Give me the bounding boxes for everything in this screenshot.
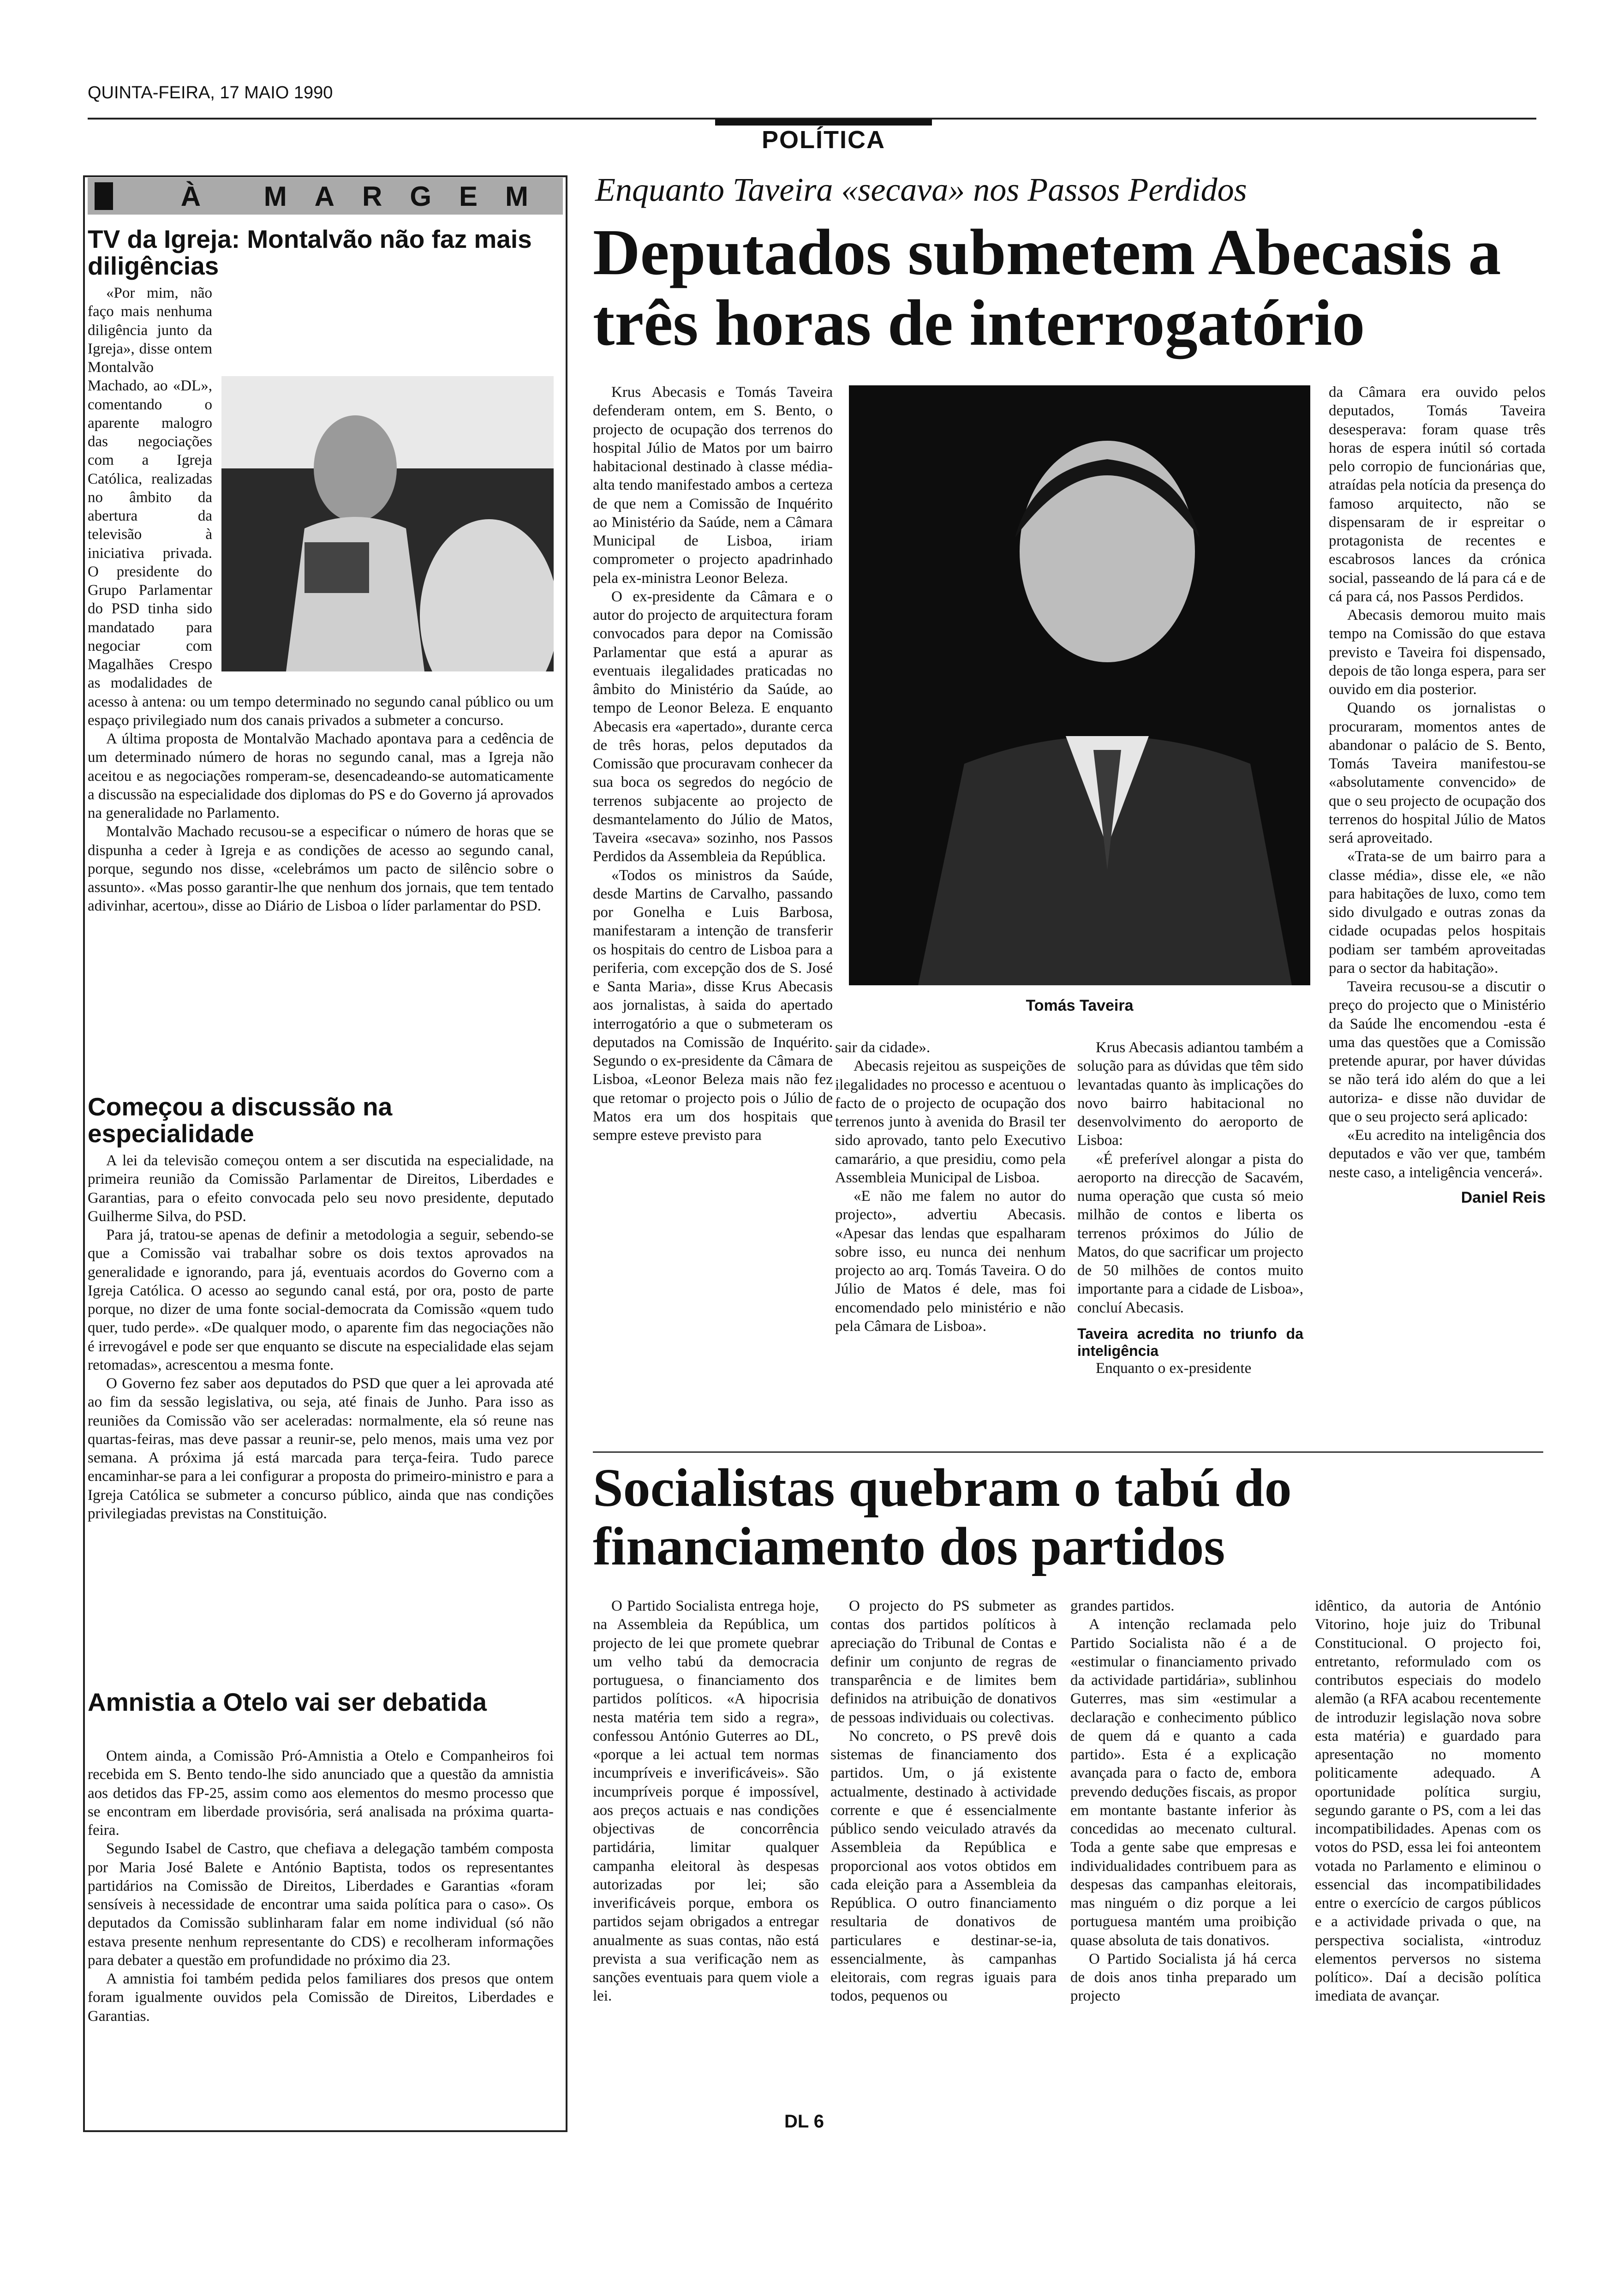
section-label: POLÍTICA xyxy=(715,119,932,169)
second-col4: idêntico, da autoria de António Vitorino, hoje juiz do Tribunal Constitucional. O projecto foi, entretanto, reformulado com os contributos especiais do modelo alemão (a RFA acabou recentemente de introduzir legislação nova sobre esta matéria) e guardado para apresentação no momento politicamente adequado. A oportunidade política surgiu, segundo garante o PS, com a lei das incompatibilidades. Apenas com os votos do PSD, essa lei foi anteontem votada no Parlamento e eliminou o essencial das incompatibilidades entre o exercício de cargos públicos e a actividade privada o que, na perspectiva socialista, «introduz elementos perversos no sistema político». Daí a decisão política imediata de avançar. xyxy=(1315,1598,1541,2005)
photo-graphic xyxy=(849,385,1310,985)
story1-headline: TV da Igreja: Montalvão não faz mais diligências xyxy=(88,225,532,280)
second-col2: O projecto do PS submeter as contas dos partidos políticos à apreciação do Tribunal de Contas e definir um conjunto de regras de transparência e de limites bem definidos na atribuição de donativos de pessoas individuais ou colectivas. No concreto, o PS prevê dois sistemas de financiamento dos partidos. Um, o já existente actualmente, destinado à actividade corrente e que é essencialmente público sendo veiculado através da Assembleia da República e proporcional aos votos obtidos em cada eleição para a Assembleia da República. O outro financiamento resultaria de donativos de particulares e destinar-se-ia, essencialmente, às campanhas eleitorais, com regras iguais para todos, pequenos ou xyxy=(830,1598,1057,2005)
margin-block-icon xyxy=(95,182,113,210)
montalvao-photo xyxy=(221,376,554,671)
byline: Daniel Reis xyxy=(1461,1188,1546,1206)
col3-subhead: Taveira acredita no triunfo da inteligência xyxy=(1077,1325,1303,1359)
main-col2: sair da cidade». Abecasis rejeitou as suspeições de ilegalidades no processo e acentuou o facto de o projecto de ocupação dos terrenos junto à avenida do Brasil ter sido aprovado, tanto pelo Executivo camarário, a que presidiu, como pela Assembleia Municipal de Lisboa. «E não me falem no autor do projecto», advertiu Abecasis. «Apesar das lendas que espalharam sobre isso, eu nunca dei nenhum projecto ao arq. Tomás Taveira. O do Júlio de Matos é dele, mas foi encomendado pelo ministério e não pela Câmara de Lisboa». xyxy=(835,1039,1066,1335)
second-col1: O Partido Socialista entrega hoje, na Assembleia da República, um projecto de lei que promete quebrar um velho tabú da democracia portuguesa, o financiamento dos partidos políticos. «A hipocrisia nesta matéria tem sido a regra», confessou António Guterres ao DL, «porque a lei actual tem normas incumpríveis e inverificáveis». São incumpríveis porque é impossível, aos preços actuais e nas condições objectivas de concorrência partidária, limitar qualquer campanha eleitoral às despesas autorizadas por lei; são inverificáveis porque, embora os partidos sejam obrigados a entregar anualmente as suas contas, não está prevista a sua verificação nem as sanções eventuais para quem viole a lei. xyxy=(593,1598,819,2005)
main-headline: Deputados submetem Abecasis a três horas de interrogatório xyxy=(593,216,1501,360)
page-folio: DL 6 xyxy=(784,2111,824,2132)
story3-body: Ontem ainda, a Comissão Pró-Amnistia a Otelo e Companheiros foi recebida em S. Bento tendo-lhe sido anunciado que a questão da amnistia aos detidos das FP-25, assim como aos elementos do mesmo processo que se encontram em liberdade provisória, será analisada na próxima quarta-feira. Segundo Isabel de Castro, que chefiava a delegação também composta por Maria José Balete e António Baptista, todos os representantes partidários na Comissão de Direitos, Liberdades e Garantias «foram sensíveis à necessidade de encontrar uma saida política para o caso». Os deputados da Comissão sublinharam falar em nome individual (só não estava presente nenhum representante do CDS) e recolheram informações para debater a questão em profundidade no próximo dia 23. A amnistia foi também pedida pelos familiares dos presos que ontem foram igualmente ouvidos pela Comissão de Direitos, Liberdades e Garantias. xyxy=(88,1748,554,2025)
story2-body: A lei da televisão começou ontem a ser discutida na especialidade, na primeira reunião da Comissão Parlamentar de Direitos, Liberdades e Garantias, para o efeito convocada pelo seu novo presidente, deputado Guilherme Silva, do PSD. Para já, tratou-se apenas de definir a metodologia a seguir, sebendo-se que a Comissão vai trabalhar sobre os dois textos aprovados na generalidade e ignorando, para já, eventuais acordos do Governo com a Igreja Católica. O acesso ao segundo canal está, por ora, posto de parte porque, no dizer de uma fonte social-democrata da Comissão «quem tudo quer, tudo perde». «De qualquer modo, o aparente fim das negociações não é irrevogável e pode ser que enquanto se discute na especialidade elas sejam retomadas», acrescentou a mesma fonte. O Governo fez saber aos deputados do PSD que quer a lei aprovada até ao fim da sessão legislativa, ou seja, até finais de Junho. Para isso as reuniões da Comissão vão ser aceleradas: normalmente, ela só reune nas quartas-feiras, mas deve passar a reunir-se, pelo menos, mais uma vez por semana. A próxima já está marcada para terça-feira. Tudo parece encaminhar-se para a lei configurar a proposta do primeiro-ministro e para a Igreja Católica se submeter a concurso público, ainda que nas condições privilegiadas previstas na Constituição. xyxy=(88,1152,554,1522)
photo-caption: Tomás Taveira xyxy=(1026,997,1134,1014)
story2-headline: Começou a discussão na especialidade xyxy=(88,1092,393,1148)
main-col4: da Câmara era ouvido pelos deputados, Tomás Taveira desesperava: foram quase três horas de espera inútil só cortada pelo corropio de funcionárias que, atraídas pela notícia da presença do famoso arquitecto, não se dispensaram de ir espreitar o protagonista de recentes e escabrosos lances da crónica social, passeando de lá para cá e de cá para cá, nos Passos Perdidos. Abecasis demorou muito mais tempo na Comissão do que estava previsto e Taveira foi dispensado, depois de tão longa espera, para ser ouvido em dia posterior. Quando os jornalistas o procuraram, momentos antes de abandonar o palácio de S. Bento, Tomás Taveira manifestou-se «absolutamente convencido» de que o seu projecto de ocupação dos terrenos do hospital Júlio de Matos será aproveitado. «Trata-se de um bairro para a classe média», disse ele, «e não para habitações de luxo, como tem sido divulgado e outras zonas da cidade ocupadas pelos hospitais podiam ser também aproveitadas para o sector da habitação». Taveira recusou-se a discutir o preço do projecto que o Ministério da Saúde lhe encomendou -esta é uma das questões que a Comissão pretende apurar, por haver dúvidas se não terá ido além do que a lei autoriza- e disse não duvidar de que o seu projecto será aplicado: «Eu acredito na inteligência dos deputados e vão ver que, também neste caso, a inteligência vencerá». Daniel Reis xyxy=(1329,383,1546,1207)
story-divider xyxy=(593,1451,1543,1453)
main-col3: Krus Abecasis adiantou também a solução para as dúvidas que têm sido levantadas quanto às implicações do novo bairro habitacional no desenvolvimento do aeroporto de Lisboa: «É preferível alongar a pista do aeroporto na direcção de Sacavém, numa operação que custa só meio milhão de contos e liberta os terrenos próximos do Júlio de Matos, do que sacrificar um projecto de 50 milhões de contos muito importante para a cidade de Lisboa», concluí Abecasis. Taveira acredita no triunfo da inteligência Enquanto o ex-presidente xyxy=(1077,1039,1303,1377)
story1-body: «Por mim, não faço mais nenhuma diligência junto da Igreja», disse ontem Montalvão Machado, ao «DL», comentando o aparente malogro das negociações com a Igreja Católica, realizadas no âmbito da abertura da televisão à iniciativa privada. O presidente do Grupo Parlamentar do PSD tinha sido mandatado para negociar com Magalhães Crespo as modalidades de acesso à antena: ou um tempo determinado no segundo canal público ou um espaço privilegiado num dos canais privados a submeter a concurso. A última proposta de Montalvão Machado apontava para a cedência de um determinado número de horas no segundo canal, mas a Igreja não aceitou e as negociações romperam-se, desencadeando-se automaticamente a discussão na especialidade dos diplomas do PS e do Governo já aprovados na generalidade no Parlamento. Montalvão Machado recusou-se a especificar o número de horas que se dispunha a ceder à Igreja e as condições de acesso ao segundo canal, porque, segundo nos disse, «celebrámos um pacto de silêncio sobre o assunto». «Mas posso garantir-lhe que nenhum dos jornais, que tem tentado adivinhar, acertou», disse ao Diário de Lisboa o líder parlamentar do PSD. xyxy=(88,284,554,916)
photo-graphic xyxy=(221,376,554,671)
main-kicker: Enquanto Taveira «secava» nos Passos Perdidos xyxy=(595,171,1247,208)
story3-headline: Amnistia a Otelo vai ser debatida xyxy=(88,1688,487,1716)
main-col1: Krus Abecasis e Tomás Taveira defenderam ontem, em S. Bento, o projecto de ocupação dos terrenos do hospital Júlio de Matos por um bairro habitacional destinado à classe média-alta tendo manifestado ambos a certeza de que nem a Comissão de Inquérito ao Ministério da Saúde, nem a Câmara Municipal de Lisboa, iriam comprometer o projecto apadrinhado pela ex-ministra Leonor Beleza. O ex-presidente da Câmara e o autor do projecto de arquitectura foram convocados para depor na Comissão Parlamentar que está a apurar as eventuais ilegalidades praticadas no âmbito do Ministério da Saúde, ao tempo de Leonor Beleza. E enquanto Abecasis era «apertado», durante cerca de três horas, pelos deputados da Comissão que procuravam conhecer da sua boca os segredos do negócio de terrenos subjacente ao projecto de desmantelamento do Júlio de Matos, Taveira «secava» sozinho, nos Passos Perdidos da Assembleia da República. «Todos os ministros da Saúde, desde Martins de Carvalho, passando por Gonelha e Luis Barbosa, manifestaram a intenção de transferir os hospitais do centro de Lisboa para a periferia, com excepção dos de S. José e Santa Maria», disse Krus Abecasis aos jornalistas, à saida do apertado interrogatório a que o submeteram os deputados na Comissão de Inquérito. Segundo o ex-presidente da Câmara de Lisboa, «Leonor Beleza mais não fez que retomar o projecto pois o Júlio de Matos era um dos hospitais que sempre esteve previsto para xyxy=(593,384,833,1144)
taveira-photo xyxy=(849,385,1310,985)
second-col3: grandes partidos. A intenção reclamada pelo Partido Socialista não é a de «estimular o financiamento privado da actividade partidária», sublinhou Guterres, mas sim «estimular a declaração e conhecimento público de quem dá e quanto a cada partido». Esta é a explicação avançada para o facto de, embora prevendo deduções fiscais, as propor em montante bastante inferior às concedidas ao mecenato cultural. Toda a gente sabe que empresas e individualidades contribuem para as despesas das campanhas eleitorais, mas ninguém o diz porque a lei portuguesa mantém uma proibição quase absoluta de tais donativos. O Partido Socialista já há cerca de dois anos tinha preparado um projecto xyxy=(1070,1598,1296,2005)
second-headline: Socialistas quebram o tabú do financiamento dos partidos xyxy=(593,1457,1292,1577)
margin-header: À MARGEM xyxy=(88,178,563,215)
issue-date: QUINTA-FEIRA, 17 MAIO 1990 xyxy=(88,83,333,102)
